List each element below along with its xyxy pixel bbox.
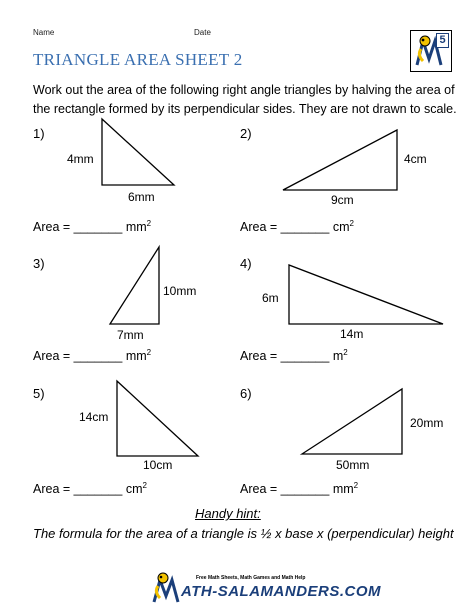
problem-3-height: 10mm	[163, 284, 197, 298]
problem-1-area-label: Area = _______	[33, 220, 123, 235]
problem-5-height: 14cm	[79, 410, 109, 424]
problem-4-base: 14m	[340, 327, 364, 341]
problem-6-base: 50mm	[336, 458, 370, 472]
problem-6-shape	[302, 389, 402, 454]
problem-2-unit: cm	[332, 220, 350, 235]
problem-5-number: 5)	[33, 386, 45, 401]
problem-2-height: 4cm	[404, 152, 427, 166]
problem-3-number: 3)	[33, 256, 45, 271]
hint-text: The formula for the area of a triangle is ½ x base x (perpendicular) height	[33, 526, 454, 541]
problem-1-base: 6mm	[128, 190, 155, 204]
hint-title: Handy hint:	[195, 506, 261, 521]
problem-6-unit: mm	[332, 482, 354, 497]
problem-6-answer	[240, 481, 358, 496]
problem-4-area-label: Area = _______	[240, 349, 330, 364]
problem-4-height: 6m	[262, 291, 279, 305]
date-label: Date	[194, 28, 211, 37]
problem-1-unit: mm	[125, 220, 147, 235]
problem-6-height: 20mm	[410, 416, 444, 430]
footer-tagline: Free Math Sheets, Math Games and Math Help	[196, 575, 306, 581]
problem-3-area-label: Area = _______	[33, 349, 123, 364]
problem-4-unit: m	[332, 349, 344, 364]
problem-4-number: 4)	[240, 256, 252, 271]
problem-2-exponent: 2	[349, 219, 354, 228]
problem-6-area-label: Area = _______	[240, 482, 330, 497]
problem-3-base: 7mm	[117, 328, 144, 342]
page-title: TRIANGLE AREA SHEET 2	[33, 50, 243, 69]
problem-4-exponent: 2	[343, 348, 348, 357]
problem-2-area-label: Area = _______	[240, 220, 330, 235]
problem-3-unit: mm	[125, 349, 147, 364]
problem-2-number: 2)	[240, 126, 252, 141]
problem-5-exponent: 2	[142, 481, 147, 490]
problem-1-number: 1)	[33, 126, 45, 141]
problem-6-number: 6)	[240, 386, 252, 401]
footer-brand[interactable]: ATH-SALAMANDERS.COM	[181, 583, 382, 600]
instructions: Work out the area of the following right angle triangles by halving the area of the rectangle formed by its perpendicular sides. They are not drawn to scale.	[33, 83, 457, 116]
problem-5-area-label: Area = _______	[33, 482, 123, 497]
problem-3-exponent: 2	[146, 348, 152, 357]
problem-2-base: 9cm	[331, 193, 354, 207]
name-label: Name	[33, 28, 55, 37]
problem-5-base: 10cm	[143, 458, 173, 472]
problem-1-height: 4mm	[67, 152, 94, 166]
grade-badge: 5	[436, 33, 449, 48]
problem-6-exponent: 2	[353, 481, 359, 490]
problem-1-exponent: 2	[146, 219, 152, 228]
problem-5-unit: cm	[125, 482, 143, 497]
